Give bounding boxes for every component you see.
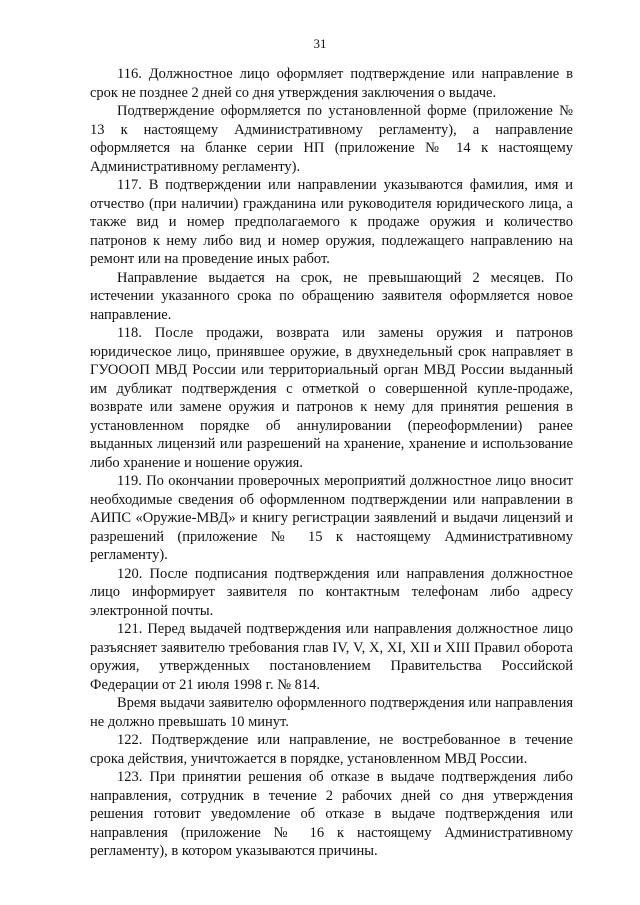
- paragraph-116: 116. Должностное лицо оформляет подтверждение или направление в срок не позднее 2 дней со дня утверждения заключения о выдаче.: [90, 66, 573, 101]
- paragraph-121: 121. Перед выдачей подтверждения или направления должностное лицо разъясняет заявителю требования глав IV, V, X, XI, XII и XIII Правил оборота оружия, утвержденных постановлением Правительства Российской Федерации от 21 июля 1998 г. № 814.: [90, 621, 573, 693]
- paragraph-116-form: Подтверждение оформляется по установленной форме (приложение № 13 к настоящему Административному регламенту), а направление оформляется на бланке серии НП (приложение № 14 к настоящему Административному регламенту).: [90, 103, 573, 175]
- document-body: [90, 65, 573, 861]
- paragraph-118: 118. После продажи, возврата или замены оружия и патронов юридическое лицо, принявшее оружие, в двухнедельный срок направляет в ГУОООП МВД России или территориальный орган МВД России выданный им дубликат подтверждения с отметкой о совершенной купле-продаже, возврате или замене оружия и патронов к нему для принятия решения в установленном порядке об аннулировании (переоформлении) ранее выданных лицензий или разрешений на хранение, хранение и использование либо хранение и ношение оружия.: [90, 325, 573, 471]
- paragraph-122: 122. Подтверждение или направление, не востребованное в течение срока действия, уничтожается в порядке, установленном МВД России.: [90, 732, 573, 767]
- page-number: 31: [313, 36, 327, 51]
- paragraph-119: 119. По окончании проверочных мероприятий должностное лицо вносит необходимые сведения об оформленном подтверждении или направлении в АИПС «Оружие-МВД» и книгу регистрации заявлений и выдачи лицензий и разрешений (приложение № 15 к настоящему Административному регламенту).: [90, 473, 573, 563]
- paragraph-117: 117. В подтверждении или направлении указываются фамилия, имя и отчество (при наличии) гражданина или руководителя юридического лица, а также вид и номер предполагаемого к продаже оружия и количество патронов к нему либо вид и номер оружия, подлежащего направлению на ремонт или на проведение иных работ.: [90, 177, 573, 267]
- paragraph-117-term: Направление выдается на срок, не превышающий 2 месяцев. По истечении указанного срока по обращению заявителя оформляется новое направление.: [90, 269, 573, 323]
- paragraph-121-time: Время выдачи заявителю оформленного подтверждения или направления не должно превышать 10 минут.: [90, 695, 573, 730]
- paragraph-120: 120. После подписания подтверждения или направления должностное лицо информирует заявителя по контактным телефонам либо адресу электронной почты.: [90, 565, 573, 619]
- paragraph-123: 123. При принятии решения об отказе в выдаче подтверждения либо направления, сотрудник в течение 2 рабочих дней со дня утверждения решения готовит уведомление об отказе в выдаче подтверждения или направления (приложение № 16 к настоящему Административному регламенту), в котором указываются причины.: [90, 769, 573, 859]
